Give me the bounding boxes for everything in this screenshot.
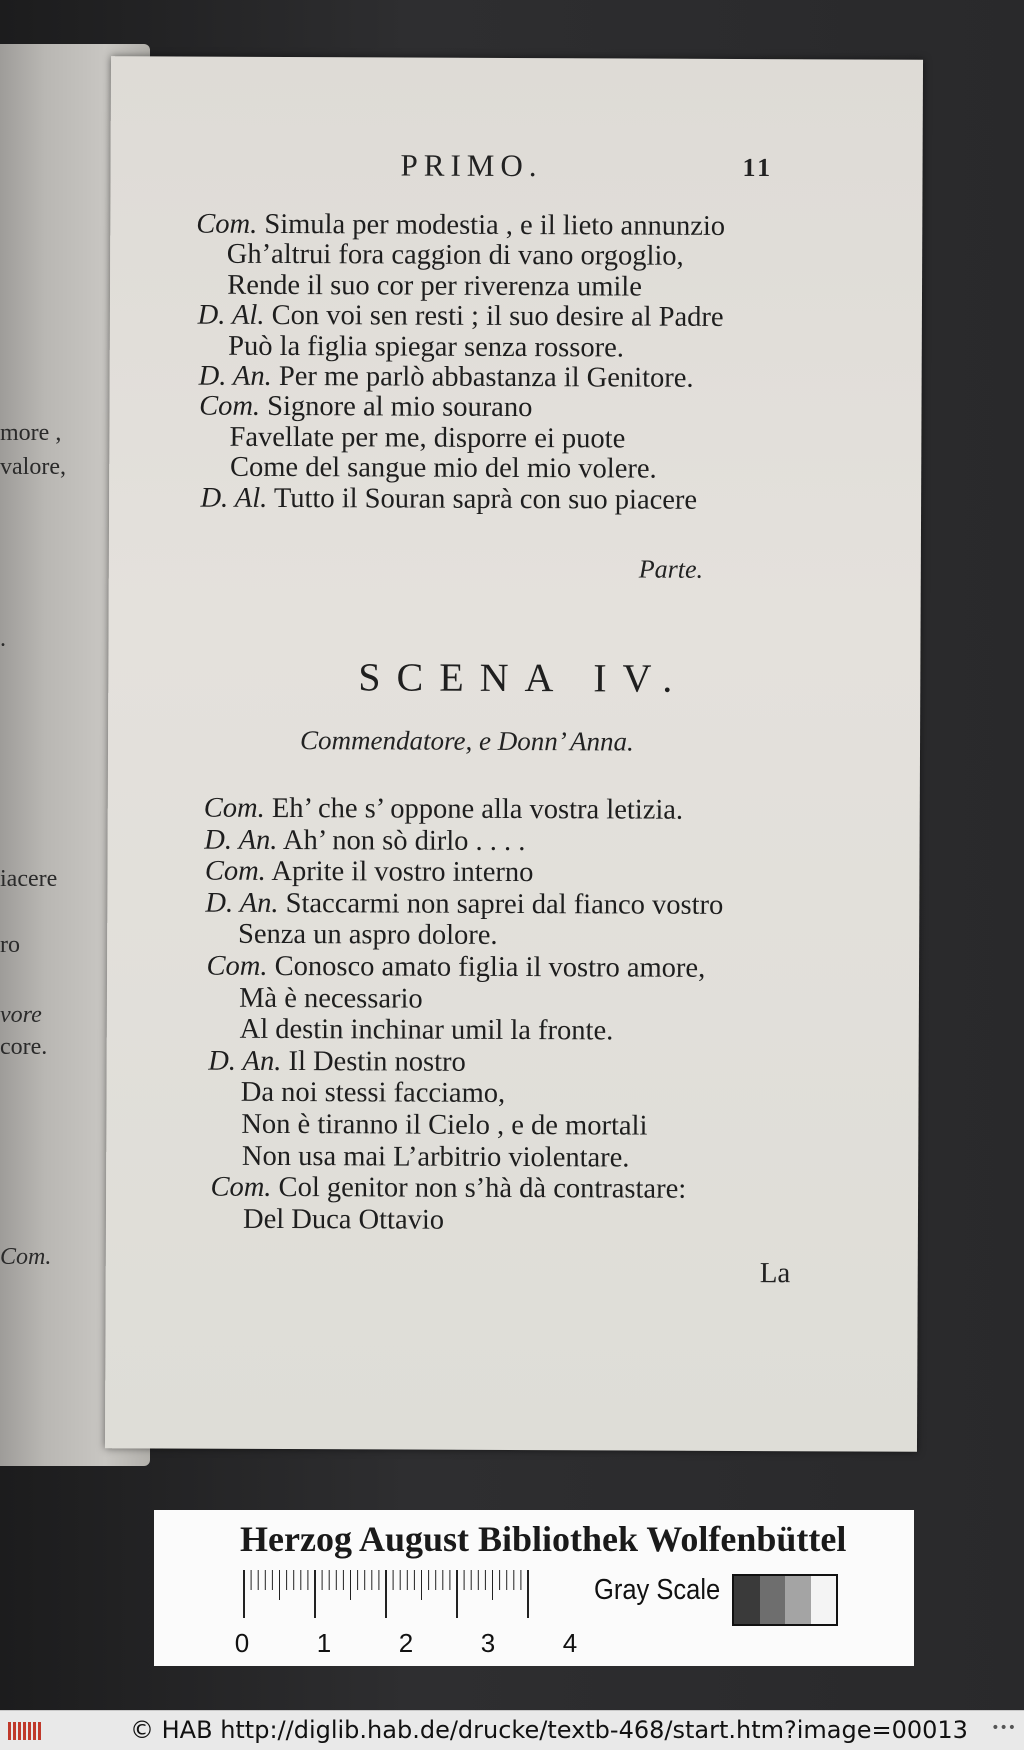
line-text: Non usa mai L’arbitrio violentare. (241, 1140, 630, 1174)
speaker-label: D. An. (208, 1045, 282, 1077)
ruler-number: 0 (234, 1628, 250, 1658)
verse-line (230, 452, 657, 486)
ruler-number: 4 (562, 1628, 578, 1658)
speech-line (199, 391, 532, 424)
speaker-label: Com. (203, 792, 265, 824)
gray-swatch (760, 1576, 786, 1624)
line-text: Non è tiranno il Cielo , e de mortali (241, 1108, 648, 1142)
running-head: PRIMO. (400, 147, 543, 184)
ruler-scale-icon (242, 1570, 532, 1620)
line-text: Può la figlia spiegar senza rossore. (228, 330, 624, 364)
left-fragment: core. (0, 1034, 48, 1060)
stage-direction: Parte. (638, 554, 704, 584)
speech-line (204, 824, 525, 857)
speech-line (199, 361, 694, 395)
line-text: Il Destin nostro (281, 1045, 466, 1078)
line-text: Eh’ che s’ oppone alla vostra letizia. (264, 792, 684, 826)
speaker-label: D. Al. (200, 482, 268, 514)
left-fragment: vore (0, 1002, 42, 1028)
dialogue-block-top (111, 56, 923, 60)
verse-line (229, 422, 625, 456)
speaker-label: Com. (210, 1171, 272, 1204)
left-fragment: valore, (0, 454, 66, 480)
speaker-label: Com. (199, 391, 261, 423)
verse-line (242, 1140, 630, 1174)
speech-line (198, 300, 724, 334)
verse-line (243, 1204, 444, 1237)
line-text: Simula per modestia , e il lieto annunzio (257, 208, 726, 242)
verse-line (228, 330, 624, 364)
line-text: Conosco amato figlia il vostro amore, (267, 950, 706, 984)
color-ruler-card (154, 1510, 914, 1666)
verse-line (241, 1109, 647, 1143)
line-text: Come del sangue mio del mio volere. (229, 451, 657, 485)
more-icon[interactable]: ••• (991, 1720, 1016, 1736)
scene-characters: Commendatore, e Donn’ Anna. (299, 725, 634, 757)
left-fragment: Com. (0, 1244, 52, 1270)
page-number: 11 (742, 152, 774, 183)
ruler-number: 1 (316, 1628, 332, 1658)
line-text: Signore al mio sourano (260, 391, 533, 424)
line-text: Col genitor non s’hà dà contrastare: (271, 1172, 687, 1205)
left-fragment: ro (0, 932, 20, 958)
line-text: Per me parlò abbastanza il Genitore. (271, 360, 694, 394)
line-text: Senza un aspro dolore. (237, 919, 498, 952)
scene-title: SCENA IV. (358, 654, 689, 701)
line-text: Gh’altrui fora caggion di vano orgoglio, (226, 239, 684, 273)
line-text: Al destin inchinar umil la fronte. (239, 1013, 614, 1047)
speaker-label: Com. (196, 208, 258, 240)
verse-line (238, 919, 498, 952)
catchword: La (759, 1257, 791, 1290)
ruler-number: 2 (398, 1628, 414, 1658)
left-fragment: more , (0, 420, 62, 446)
gray-swatch (785, 1576, 811, 1624)
grayscale-swatches (732, 1574, 838, 1626)
speech-line (205, 887, 723, 921)
book-page (105, 56, 923, 1452)
grayscale-label: Gray Scale (594, 1574, 721, 1606)
dialogue-block-bottom (111, 56, 923, 60)
speech-line (210, 1172, 686, 1206)
speech-line (200, 482, 697, 516)
speaker-label: Com. (204, 855, 266, 888)
line-text: Favellate per me, disporre ei puote (229, 421, 626, 455)
line-text: Aprite il vostro interno (265, 856, 534, 889)
speaker-label: D. Al. (197, 299, 265, 332)
line-text: Mà è necessario (239, 982, 423, 1015)
left-fragment: . (0, 626, 6, 652)
hab-logo-icon (6, 1719, 46, 1743)
verse-line (239, 982, 423, 1015)
footer-bar (0, 1710, 1024, 1750)
verse-line (227, 270, 642, 304)
speaker-label: D. An. (198, 360, 272, 392)
line-text: Del Duca Ottavio (242, 1203, 445, 1236)
verse-line (241, 1077, 505, 1110)
gray-swatch (734, 1576, 760, 1624)
line-text: Con voi sen resti ; il suo desire al Padre (264, 300, 724, 334)
speech-line (208, 1045, 466, 1078)
library-name: Herzog August Bibliothek Wolfenbüttel (240, 1519, 847, 1559)
speech-line (206, 951, 705, 985)
speaker-label: Com. (206, 950, 268, 982)
footer-copyright-url[interactable]: © HAB http://diglib.hab.de/drucke/textb-468/start.htm?image=00013 (130, 1716, 968, 1744)
speaker-label: D. An. (205, 887, 279, 919)
speech-line (196, 209, 725, 243)
gray-swatch (811, 1576, 837, 1624)
line-text: Tutto il Souran saprà con suo piacere (267, 482, 698, 516)
verse-line (240, 1014, 614, 1048)
speaker-label: D. An. (204, 824, 278, 856)
verse-line (227, 239, 684, 273)
ruler-number: 3 (480, 1628, 496, 1658)
line-text: Da noi stessi facciamo, (240, 1077, 506, 1110)
line-text: Ah’ non sò dirlo . . . . (277, 824, 526, 857)
line-text: Staccarmi non saprei dal fianco vostro (278, 887, 724, 921)
left-fragment: iacere (0, 866, 58, 892)
speech-line (204, 793, 683, 827)
line-text: Rende il suo cor per riverenza umile (227, 269, 642, 303)
speech-line (205, 856, 534, 889)
